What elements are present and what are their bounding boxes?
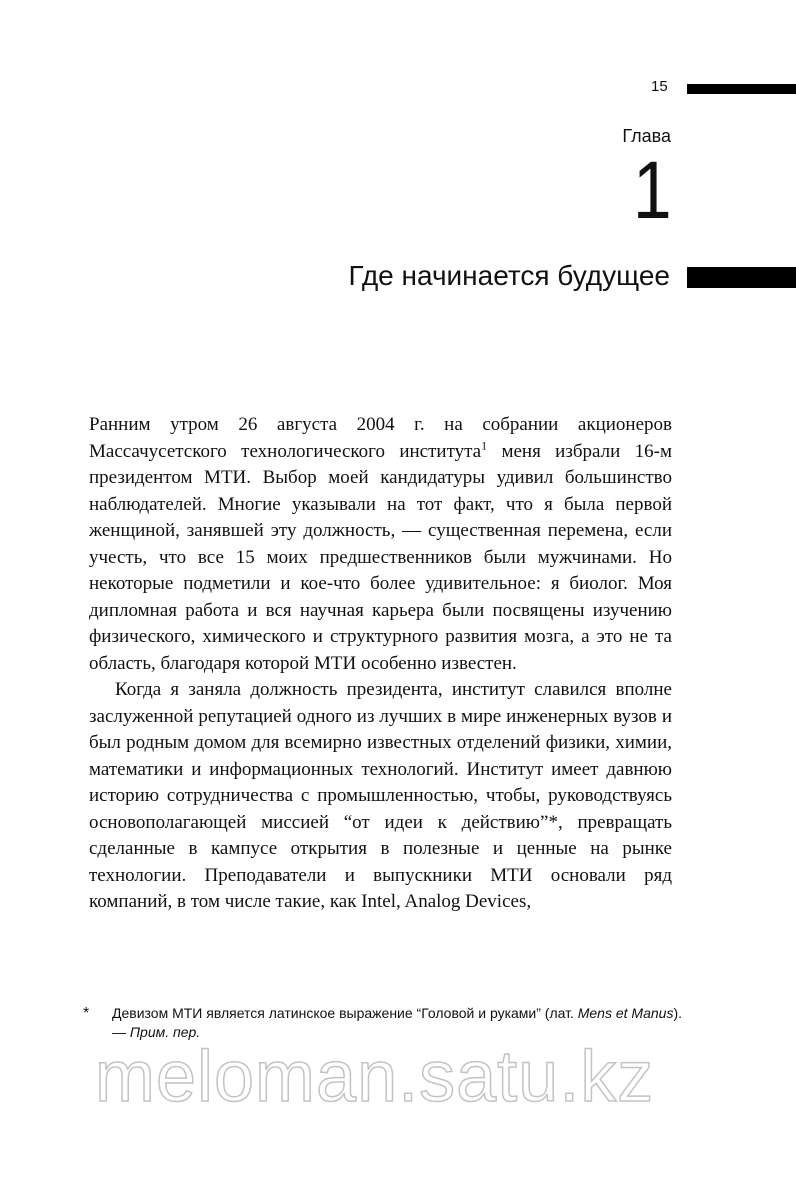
footnote-translator-note: Прим. пер.	[129, 1024, 201, 1040]
chapter-label: Глава	[622, 126, 671, 146]
footnote-latin: Mens et Manus	[577, 1005, 674, 1021]
title-rule	[687, 267, 796, 288]
footnote-ref-1[interactable]: 1	[481, 438, 488, 453]
chapter-number: 1	[633, 145, 672, 236]
footnote-text-mid: ). —	[112, 1005, 683, 1040]
header-rule	[687, 84, 796, 94]
paragraph-1-start: Ранним утром 26 августа 2004 г. на собрании акционеров Массачусетского технологического института	[89, 414, 672, 462]
page-number: 15	[651, 78, 668, 95]
chapter-title: Где начинается будущее	[348, 260, 670, 291]
body-text	[89, 412, 672, 916]
footnote-marker: *	[83, 1005, 90, 1022]
watermark: meloman.satu.kz	[95, 1037, 655, 1117]
footnote-text-start: Девизом МТИ является латинское выражение “Головой и руками” (лат.	[112, 1005, 578, 1021]
paragraph-1	[89, 412, 672, 677]
paragraph-2: Когда я заняла должность президента, институт славился вполне заслуженной репутацией одного из лучших в мире инженерных вузов и был родным домом для всемирно известных отделений физики, химии, математики и информационных технологий. Институт имеет давнюю историю сотрудничества с промышленностью, чтобы, руководствуясь основополагающей миссией “от идеи к действию”*, превращать сделанные в кампусе открытия в полезные и ценные на рынке технологии. Преподаватели и выпускники МТИ основали ряд компаний, в том числе такие, как Intel, Analog Devices,	[89, 679, 672, 912]
paragraph-1-end: меня избрали 16-м президентом МТИ. Выбор моей кандидатуры удивил большинство наблюдателей. Многие указывали на тот факт, что я была первой женщиной, занявшей эту должность, — существенная перемена, если учесть, что все 15 моих предшественников были мужчинами. Но некоторые подметили и кое-что более удивительное: я биолог. Моя дипломная работа и вся научная карьера были посвящены изучению физического, химического и структурного развития мозга, а это не та область, благодаря которой МТИ особенно известен.	[89, 440, 672, 674]
